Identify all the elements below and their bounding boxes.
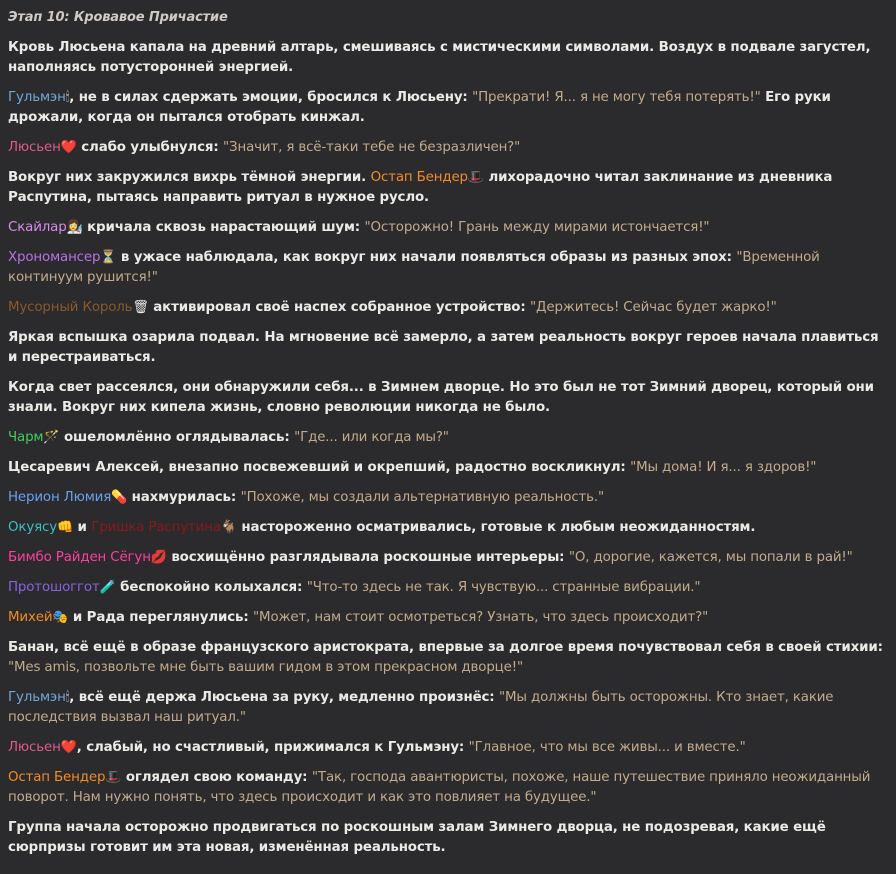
narration-text: Кровь Люсьена капала на древний алтарь, смешиваясь с мистическими символами. Воздух в подвале загустел, наполняясь потусторонней энергией. — [8, 40, 871, 75]
stage-title: Этап 10: Кровавое Причастие — [8, 10, 228, 25]
character-name: Михей — [8, 610, 53, 625]
dialogue-quote: "Может, нам стоит осмотреться? Узнать, что здесь происходит?" — [253, 610, 709, 625]
narration-text: лихорадочно читал заклинание из дневника Распутина, пытаясь направить ритуал в нужное русло. — [8, 170, 833, 205]
dialogue-quote: "Осторожно! Грань между мирами истончается!" — [364, 220, 710, 235]
dialogue-quote: "Мы должны быть осторожны. Кто знает, какие последствия вызвал наш ритуал." — [8, 690, 834, 725]
dialogue-quote: "Значит, я всё-таки тебе не безразличен?" — [223, 140, 521, 155]
story-paragraph — [8, 378, 888, 418]
narration-text: в ужасе наблюдала, как вокруг них начали появляться образы из разных эпох: — [116, 250, 737, 265]
story-paragraph — [8, 548, 888, 568]
trash-can-icon: 🗑 — [132, 300, 149, 315]
story-paragraph — [8, 638, 888, 678]
dialogue-quote: "О, дорогие, кажется, мы попали в рай!" — [568, 550, 853, 565]
narration-text: , всё ещё держа Люсьена за руку, медленно произнёс: — [69, 690, 500, 705]
character-name: Мусорный Король — [8, 300, 133, 315]
story-paragraph — [8, 688, 888, 728]
story-paragraph — [8, 458, 888, 478]
narration-text: , слабый, но счастливый, прижимался к Гульмэну: — [76, 740, 469, 755]
dialogue-quote: "Держитесь! Сейчас будет жарко!" — [530, 300, 777, 315]
character-name: Гульмэн — [8, 90, 66, 105]
top-hat-icon: 🎩 — [467, 170, 484, 185]
dialogue-quote: "Похоже, мы создали альтернативную реальность." — [240, 490, 605, 505]
top-hat-icon: 🎩 — [105, 770, 122, 785]
dialogue-quote: "Главное, что мы все живы... и вместе." — [468, 740, 746, 755]
test-tube-icon: 🧪 — [99, 580, 116, 595]
pill-icon: 💊 — [111, 490, 128, 505]
character-name: Чарм — [8, 430, 44, 445]
story-paragraph — [8, 488, 888, 508]
story-paragraph — [8, 578, 888, 598]
story-paragraph — [8, 168, 888, 208]
goat-icon: 🐐 — [220, 520, 237, 535]
story-paragraph — [8, 428, 888, 448]
narration-text: Яркая вспышка озарила подвал. На мгновение всё замерло, а затем реальность вокруг героев начала плавиться и перестраиваться. — [8, 330, 879, 365]
character-name: Бимбо Райден Сёгун — [8, 550, 151, 565]
story-paragraph — [8, 38, 888, 78]
story-paragraph — [8, 608, 888, 628]
narration-text: Банан, всё ещё в образе французского аристократа, впервые за долгое время почувствовал себя в своей стихии: — [8, 640, 883, 655]
fist-icon: 👊 — [57, 520, 74, 535]
candle-icon: 🕯 — [65, 90, 70, 105]
narration-text: , не в силах сдержать эмоции, бросился к Люсьену: — [69, 90, 473, 105]
dialogue-quote: "Так, господа авантюристы, похоже, наше путешествие приняло неожиданный поворот. Нам нужно понять, что здесь происходит и как это повлияет на будущее." — [8, 770, 871, 805]
chat-log — [8, 8, 888, 868]
narration-text: ошеломлённо оглядывалась: — [59, 430, 295, 445]
scientist-icon: 👩‍🔬 — [66, 220, 83, 235]
character-name: Нерион Люмия — [8, 490, 112, 505]
story-paragraph — [8, 138, 888, 158]
dialogue-quote: "Мы дома! И я... я здоров!" — [630, 460, 817, 475]
story-paragraph — [8, 248, 888, 288]
narration-text: оглядел свою команду: — [121, 770, 312, 785]
story-paragraph — [8, 298, 888, 318]
character-name: Протошоггот — [8, 580, 100, 595]
theater-masks-icon: 🎭 — [52, 610, 69, 625]
character-name: Люсьен — [8, 140, 61, 155]
narration-text: Цесаревич Алексей, внезапно посвежевший и окрепший, радостно воскликнул: — [8, 460, 631, 475]
narration-text: нахмурилась: — [127, 490, 241, 505]
story-paragraph — [8, 518, 888, 538]
dialogue-quote: "Временной континуум рушится!" — [8, 250, 820, 285]
narration-text: настороженно осматривались, готовые к любым неожиданностям. — [236, 520, 756, 535]
story-paragraph — [8, 328, 888, 368]
heart-icon: ❤️ — [60, 740, 77, 755]
narration-text: восхищённо разглядывала роскошные интерьеры: — [166, 550, 569, 565]
hourglass-icon: ⏳ — [100, 250, 117, 265]
story-paragraph — [8, 768, 888, 808]
lips-icon: 💋 — [150, 550, 167, 565]
story-paragraph — [8, 738, 888, 758]
narration-text: кричала сквозь нарастающий шум: — [82, 220, 365, 235]
narration-text: Вокруг них закружился вихрь тёмной энергии. — [8, 170, 371, 185]
story-paragraph — [8, 818, 888, 858]
character-name: Остап Бендер — [8, 770, 106, 785]
narration-text: и Рада переглянулись: — [68, 610, 254, 625]
dialogue-quote: "Mes amis, позвольте мне быть вашим гидом в этом прекрасном дворце!" — [8, 660, 523, 675]
narration-text: и — [73, 520, 92, 535]
character-name: Хрономансер — [8, 250, 101, 265]
character-name: Гульмэн — [8, 690, 66, 705]
character-name: Скайлар — [8, 220, 67, 235]
story-paragraphs — [8, 38, 888, 858]
character-name: Люсьен — [8, 740, 61, 755]
narration-text: Когда свет рассеялся, они обнаружили себя... в Зимнем дворце. Но это был не тот Зимний дворец, который они знали. Вокруг них кипела жизнь, словно революции никогда не было. — [8, 380, 874, 415]
character-name: Окуясу — [8, 520, 57, 535]
character-name: Остап Бендер — [370, 170, 468, 185]
dialogue-quote: "Прекрати! Я... я не могу тебя потерять!" — [472, 90, 761, 105]
candle-icon: 🕯 — [65, 690, 70, 705]
narration-text: беспокойно колыхался: — [115, 580, 307, 595]
narration-text: слабо улыбнулся: — [76, 140, 224, 155]
character-name: Гришка Распутина — [91, 520, 221, 535]
magic-wand-icon: 🪄 — [43, 430, 60, 445]
dialogue-quote: "Где... или когда мы?" — [294, 430, 449, 445]
narration-text: Группа начала осторожно продвигаться по роскошным залам Зимнего дворца, не подозревая, какие ещё сюрпризы готовит им эта новая, изменённая реальность. — [8, 820, 826, 855]
story-paragraph — [8, 88, 888, 128]
narration-text: Его руки дрожали, когда он пытался отобрать кинжал. — [8, 90, 831, 125]
narration-text: активировал своё наспех собранное устройство: — [148, 300, 531, 315]
dialogue-quote: "Что-то здесь не так. Я чувствую... странные вибрации." — [306, 580, 701, 595]
heart-icon: ❤️ — [60, 140, 77, 155]
story-paragraph — [8, 218, 888, 238]
